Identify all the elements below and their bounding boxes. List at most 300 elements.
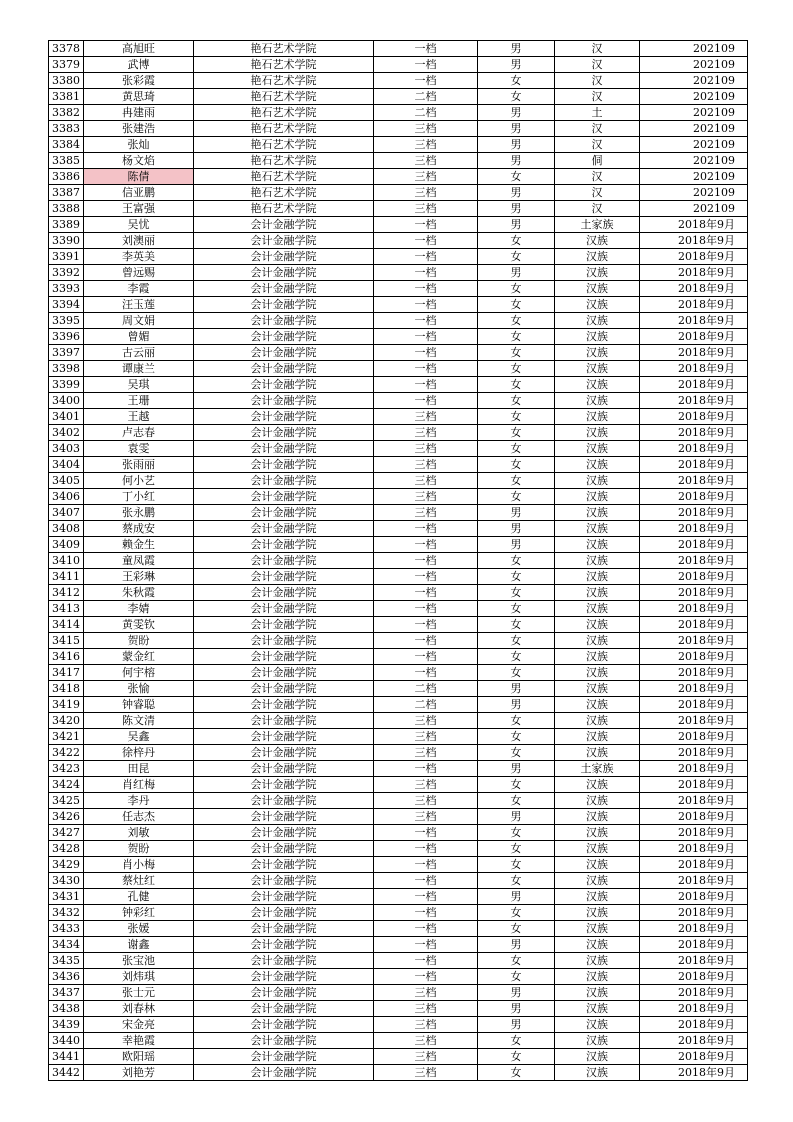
row-number-cell: 3438 — [49, 1001, 84, 1017]
table-row — [49, 425, 748, 441]
row-number-cell: 3415 — [49, 633, 84, 649]
gender-cell: 女 — [478, 569, 555, 585]
college-cell: 会计金融学院 — [194, 601, 374, 617]
student-name-cell: 李丹 — [84, 793, 194, 809]
ethnicity-cell: 汉族 — [555, 889, 640, 905]
row-number-cell: 3393 — [49, 281, 84, 297]
grade-level-cell: 一档 — [374, 585, 478, 601]
enrollment-date-cell: 2018年9月 — [640, 377, 748, 393]
student-name-cell: 徐梓丹 — [84, 745, 194, 761]
college-cell: 会计金融学院 — [194, 793, 374, 809]
enrollment-date-cell: 202109 — [640, 137, 748, 153]
ethnicity-cell: 汉族 — [555, 1001, 640, 1017]
student-name-cell: 冉建雨 — [84, 105, 194, 121]
enrollment-date-cell: 2018年9月 — [640, 249, 748, 265]
gender-cell: 女 — [478, 729, 555, 745]
ethnicity-cell: 土 — [555, 105, 640, 121]
table-row — [49, 1049, 748, 1065]
college-cell: 艳石艺术学院 — [194, 137, 374, 153]
grade-level-cell: 一档 — [374, 41, 478, 57]
ethnicity-cell: 汉族 — [555, 633, 640, 649]
student-name-cell: 王富强 — [84, 201, 194, 217]
table-row — [49, 601, 748, 617]
table-row — [49, 681, 748, 697]
student-name-cell: 蔡成安 — [84, 521, 194, 537]
gender-cell: 男 — [478, 761, 555, 777]
enrollment-date-cell: 202109 — [640, 73, 748, 89]
ethnicity-cell: 侗 — [555, 153, 640, 169]
enrollment-date-cell: 2018年9月 — [640, 1033, 748, 1049]
ethnicity-cell: 汉族 — [555, 793, 640, 809]
college-cell: 会计金融学院 — [194, 297, 374, 313]
student-name-cell: 卢志春 — [84, 425, 194, 441]
row-number-cell: 3391 — [49, 249, 84, 265]
gender-cell: 女 — [478, 601, 555, 617]
college-cell: 会计金融学院 — [194, 553, 374, 569]
gender-cell: 女 — [478, 745, 555, 761]
college-cell: 会计金融学院 — [194, 921, 374, 937]
ethnicity-cell: 汉族 — [555, 777, 640, 793]
ethnicity-cell: 汉族 — [555, 409, 640, 425]
row-number-cell: 3429 — [49, 857, 84, 873]
enrollment-date-cell: 202109 — [640, 41, 748, 57]
student-name-cell: 吴鑫 — [84, 729, 194, 745]
gender-cell: 女 — [478, 953, 555, 969]
table-row — [49, 809, 748, 825]
gender-cell: 女 — [478, 873, 555, 889]
grade-level-cell: 三档 — [374, 121, 478, 137]
table-row — [49, 713, 748, 729]
grade-level-cell: 一档 — [374, 393, 478, 409]
student-name-cell: 张宝池 — [84, 953, 194, 969]
ethnicity-cell: 汉族 — [555, 697, 640, 713]
gender-cell: 男 — [478, 985, 555, 1001]
college-cell: 会计金融学院 — [194, 1033, 374, 1049]
college-cell: 会计金融学院 — [194, 345, 374, 361]
enrollment-date-cell: 202109 — [640, 105, 748, 121]
table-row — [49, 169, 748, 185]
gender-cell: 女 — [478, 361, 555, 377]
enrollment-date-cell: 2018年9月 — [640, 1065, 748, 1081]
student-name-cell: 吴忧 — [84, 217, 194, 233]
table-row — [49, 665, 748, 681]
gender-cell: 女 — [478, 921, 555, 937]
table-row — [49, 1065, 748, 1081]
college-cell: 艳石艺术学院 — [194, 185, 374, 201]
grade-level-cell: 一档 — [374, 569, 478, 585]
enrollment-date-cell: 202109 — [640, 153, 748, 169]
college-cell: 会计金融学院 — [194, 1065, 374, 1081]
gender-cell: 男 — [478, 1017, 555, 1033]
table-row — [49, 57, 748, 73]
grade-level-cell: 二档 — [374, 681, 478, 697]
grade-level-cell: 三档 — [374, 505, 478, 521]
grade-level-cell: 一档 — [374, 825, 478, 841]
college-cell: 会计金融学院 — [194, 633, 374, 649]
ethnicity-cell: 汉族 — [555, 249, 640, 265]
student-name-cell: 吴琪 — [84, 377, 194, 393]
enrollment-date-cell: 2018年9月 — [640, 553, 748, 569]
enrollment-date-cell: 2018年9月 — [640, 889, 748, 905]
college-cell: 会计金融学院 — [194, 377, 374, 393]
table-row — [49, 233, 748, 249]
gender-cell: 男 — [478, 105, 555, 121]
gender-cell: 女 — [478, 777, 555, 793]
gender-cell: 女 — [478, 553, 555, 569]
student-name-cell: 张媛 — [84, 921, 194, 937]
college-cell: 艳石艺术学院 — [194, 57, 374, 73]
table-row — [49, 329, 748, 345]
ethnicity-cell: 汉 — [555, 137, 640, 153]
college-cell: 艳石艺术学院 — [194, 201, 374, 217]
gender-cell: 女 — [478, 457, 555, 473]
ethnicity-cell: 汉族 — [555, 617, 640, 633]
enrollment-date-cell: 2018年9月 — [640, 761, 748, 777]
student-name-cell: 陈文清 — [84, 713, 194, 729]
ethnicity-cell: 汉族 — [555, 937, 640, 953]
grade-level-cell: 三档 — [374, 777, 478, 793]
college-cell: 会计金融学院 — [194, 537, 374, 553]
gender-cell: 男 — [478, 217, 555, 233]
enrollment-date-cell: 2018年9月 — [640, 505, 748, 521]
row-number-cell: 3379 — [49, 57, 84, 73]
enrollment-date-cell: 2018年9月 — [640, 985, 748, 1001]
student-name-cell: 贺盼 — [84, 841, 194, 857]
table-row — [49, 281, 748, 297]
enrollment-date-cell: 2018年9月 — [640, 1049, 748, 1065]
row-number-cell: 3406 — [49, 489, 84, 505]
enrollment-date-cell: 2018年9月 — [640, 217, 748, 233]
grade-level-cell: 三档 — [374, 489, 478, 505]
ethnicity-cell: 土家族 — [555, 217, 640, 233]
enrollment-date-cell: 2018年9月 — [640, 793, 748, 809]
college-cell: 会计金融学院 — [194, 761, 374, 777]
row-number-cell: 3437 — [49, 985, 84, 1001]
student-name-cell: 童凤霞 — [84, 553, 194, 569]
grade-level-cell: 三档 — [374, 1049, 478, 1065]
gender-cell: 男 — [478, 697, 555, 713]
college-cell: 会计金融学院 — [194, 441, 374, 457]
student-name-cell: 古云丽 — [84, 345, 194, 361]
grade-level-cell: 三档 — [374, 153, 478, 169]
student-name-cell: 谢鑫 — [84, 937, 194, 953]
gender-cell: 男 — [478, 137, 555, 153]
enrollment-date-cell: 2018年9月 — [640, 345, 748, 361]
ethnicity-cell: 汉 — [555, 185, 640, 201]
college-cell: 艳石艺术学院 — [194, 169, 374, 185]
college-cell: 艳石艺术学院 — [194, 89, 374, 105]
ethnicity-cell: 汉族 — [555, 393, 640, 409]
enrollment-date-cell: 2018年9月 — [640, 601, 748, 617]
enrollment-date-cell: 2018年9月 — [640, 633, 748, 649]
student-name-cell: 陈倩 — [84, 169, 194, 185]
college-cell: 会计金融学院 — [194, 265, 374, 281]
grade-level-cell: 三档 — [374, 1017, 478, 1033]
grade-level-cell: 一档 — [374, 521, 478, 537]
ethnicity-cell: 汉族 — [555, 809, 640, 825]
grade-level-cell: 一档 — [374, 969, 478, 985]
row-number-cell: 3399 — [49, 377, 84, 393]
enrollment-date-cell: 2018年9月 — [640, 393, 748, 409]
grade-level-cell: 三档 — [374, 169, 478, 185]
college-cell: 艳石艺术学院 — [194, 105, 374, 121]
college-cell: 会计金融学院 — [194, 985, 374, 1001]
grade-level-cell: 一档 — [374, 233, 478, 249]
row-number-cell: 3434 — [49, 937, 84, 953]
table-row — [49, 1033, 748, 1049]
grade-level-cell: 一档 — [374, 857, 478, 873]
college-cell: 会计金融学院 — [194, 905, 374, 921]
grade-level-cell: 一档 — [374, 921, 478, 937]
student-name-cell: 张彩霞 — [84, 73, 194, 89]
row-number-cell: 3382 — [49, 105, 84, 121]
college-cell: 会计金融学院 — [194, 361, 374, 377]
college-cell: 会计金融学院 — [194, 233, 374, 249]
college-cell: 会计金融学院 — [194, 953, 374, 969]
gender-cell: 女 — [478, 489, 555, 505]
table-row — [49, 105, 748, 121]
table-row — [49, 905, 748, 921]
student-name-cell: 钟睿聪 — [84, 697, 194, 713]
table-row — [49, 857, 748, 873]
student-name-cell: 杨文焰 — [84, 153, 194, 169]
college-cell: 会计金融学院 — [194, 249, 374, 265]
gender-cell: 女 — [478, 841, 555, 857]
row-number-cell: 3423 — [49, 761, 84, 777]
row-number-cell: 3392 — [49, 265, 84, 281]
enrollment-date-cell: 2018年9月 — [640, 697, 748, 713]
college-cell: 会计金融学院 — [194, 889, 374, 905]
enrollment-date-cell: 202109 — [640, 57, 748, 73]
grade-level-cell: 三档 — [374, 809, 478, 825]
ethnicity-cell: 汉族 — [555, 681, 640, 697]
row-number-cell: 3409 — [49, 537, 84, 553]
row-number-cell: 3432 — [49, 905, 84, 921]
student-name-cell: 黄思琦 — [84, 89, 194, 105]
ethnicity-cell: 汉 — [555, 89, 640, 105]
student-name-cell: 王越 — [84, 409, 194, 425]
gender-cell: 女 — [478, 313, 555, 329]
ethnicity-cell: 汉族 — [555, 329, 640, 345]
enrollment-date-cell: 2018年9月 — [640, 425, 748, 441]
table-row — [49, 121, 748, 137]
table-row — [49, 553, 748, 569]
student-list-table — [48, 40, 748, 1081]
student-name-cell: 王彩琳 — [84, 569, 194, 585]
ethnicity-cell: 汉族 — [555, 857, 640, 873]
enrollment-date-cell: 2018年9月 — [640, 1001, 748, 1017]
ethnicity-cell: 汉族 — [555, 969, 640, 985]
ethnicity-cell: 汉族 — [555, 489, 640, 505]
college-cell: 会计金融学院 — [194, 489, 374, 505]
gender-cell: 男 — [478, 185, 555, 201]
enrollment-date-cell: 2018年9月 — [640, 617, 748, 633]
college-cell: 会计金融学院 — [194, 457, 374, 473]
grade-level-cell: 一档 — [374, 761, 478, 777]
student-name-cell: 宋金亮 — [84, 1017, 194, 1033]
grade-level-cell: 一档 — [374, 57, 478, 73]
college-cell: 会计金融学院 — [194, 393, 374, 409]
gender-cell: 男 — [478, 537, 555, 553]
ethnicity-cell: 汉族 — [555, 345, 640, 361]
college-cell: 会计金融学院 — [194, 969, 374, 985]
table-row — [49, 953, 748, 969]
gender-cell: 男 — [478, 521, 555, 537]
grade-level-cell: 一档 — [374, 537, 478, 553]
gender-cell: 女 — [478, 649, 555, 665]
grade-level-cell: 三档 — [374, 185, 478, 201]
gender-cell: 女 — [478, 969, 555, 985]
student-name-cell: 曾媚 — [84, 329, 194, 345]
student-name-cell: 肖红梅 — [84, 777, 194, 793]
enrollment-date-cell: 202109 — [640, 169, 748, 185]
row-number-cell: 3413 — [49, 601, 84, 617]
college-cell: 会计金融学院 — [194, 713, 374, 729]
college-cell: 会计金融学院 — [194, 729, 374, 745]
grade-level-cell: 一档 — [374, 217, 478, 233]
gender-cell: 男 — [478, 681, 555, 697]
table-row — [49, 201, 748, 217]
ethnicity-cell: 汉族 — [555, 601, 640, 617]
ethnicity-cell: 汉族 — [555, 905, 640, 921]
row-number-cell: 3441 — [49, 1049, 84, 1065]
ethnicity-cell: 汉族 — [555, 825, 640, 841]
table-row — [49, 937, 748, 953]
row-number-cell: 3378 — [49, 41, 84, 57]
college-cell: 会计金融学院 — [194, 569, 374, 585]
ethnicity-cell: 汉族 — [555, 921, 640, 937]
table-row — [49, 985, 748, 1001]
gender-cell: 男 — [478, 57, 555, 73]
row-number-cell: 3387 — [49, 185, 84, 201]
ethnicity-cell: 汉族 — [555, 953, 640, 969]
row-number-cell: 3383 — [49, 121, 84, 137]
table-row — [49, 729, 748, 745]
table-row — [49, 73, 748, 89]
gender-cell: 女 — [478, 233, 555, 249]
table-row — [49, 409, 748, 425]
ethnicity-cell: 汉族 — [555, 985, 640, 1001]
row-number-cell: 3388 — [49, 201, 84, 217]
row-number-cell: 3405 — [49, 473, 84, 489]
table-row — [49, 297, 748, 313]
table-row — [49, 89, 748, 105]
ethnicity-cell: 汉族 — [555, 537, 640, 553]
college-cell: 会计金融学院 — [194, 313, 374, 329]
ethnicity-cell: 汉 — [555, 201, 640, 217]
gender-cell: 女 — [478, 425, 555, 441]
row-number-cell: 3422 — [49, 745, 84, 761]
enrollment-date-cell: 2018年9月 — [640, 297, 748, 313]
row-number-cell: 3394 — [49, 297, 84, 313]
row-number-cell: 3412 — [49, 585, 84, 601]
table-row — [49, 489, 748, 505]
ethnicity-cell: 汉族 — [555, 457, 640, 473]
student-name-cell: 何宇榕 — [84, 665, 194, 681]
table-row — [49, 185, 748, 201]
student-name-cell: 刘春林 — [84, 1001, 194, 1017]
grade-level-cell: 一档 — [374, 889, 478, 905]
row-number-cell: 3389 — [49, 217, 84, 233]
row-number-cell: 3436 — [49, 969, 84, 985]
gender-cell: 男 — [478, 505, 555, 521]
grade-level-cell: 一档 — [374, 265, 478, 281]
enrollment-date-cell: 2018年9月 — [640, 809, 748, 825]
table-row — [49, 457, 748, 473]
gender-cell: 女 — [478, 825, 555, 841]
grade-level-cell: 一档 — [374, 633, 478, 649]
ethnicity-cell: 汉族 — [555, 553, 640, 569]
enrollment-date-cell: 2018年9月 — [640, 409, 748, 425]
enrollment-date-cell: 2018年9月 — [640, 457, 748, 473]
grade-level-cell: 一档 — [374, 377, 478, 393]
student-name-cell: 孔健 — [84, 889, 194, 905]
gender-cell: 女 — [478, 1065, 555, 1081]
ethnicity-cell: 汉族 — [555, 1033, 640, 1049]
college-cell: 艳石艺术学院 — [194, 41, 374, 57]
ethnicity-cell: 汉 — [555, 121, 640, 137]
ethnicity-cell: 汉族 — [555, 649, 640, 665]
grade-level-cell: 三档 — [374, 729, 478, 745]
table-row — [49, 841, 748, 857]
college-cell: 会计金融学院 — [194, 329, 374, 345]
gender-cell: 女 — [478, 329, 555, 345]
gender-cell: 女 — [478, 1033, 555, 1049]
table-row — [49, 361, 748, 377]
row-number-cell: 3428 — [49, 841, 84, 857]
student-name-cell: 李英美 — [84, 249, 194, 265]
enrollment-date-cell: 2018年9月 — [640, 969, 748, 985]
gender-cell: 女 — [478, 89, 555, 105]
student-name-cell: 李婧 — [84, 601, 194, 617]
student-name-cell: 谭康兰 — [84, 361, 194, 377]
grade-level-cell: 三档 — [374, 409, 478, 425]
grade-level-cell: 三档 — [374, 985, 478, 1001]
grade-level-cell: 一档 — [374, 553, 478, 569]
gender-cell: 女 — [478, 393, 555, 409]
ethnicity-cell: 汉 — [555, 169, 640, 185]
enrollment-date-cell: 2018年9月 — [640, 825, 748, 841]
enrollment-date-cell: 2018年9月 — [640, 937, 748, 953]
table-row — [49, 569, 748, 585]
enrollment-date-cell: 2018年9月 — [640, 665, 748, 681]
college-cell: 会计金融学院 — [194, 745, 374, 761]
grade-level-cell: 一档 — [374, 345, 478, 361]
grade-level-cell: 三档 — [374, 425, 478, 441]
student-name-cell: 刘敏 — [84, 825, 194, 841]
student-name-cell: 丁小红 — [84, 489, 194, 505]
row-number-cell: 3414 — [49, 617, 84, 633]
ethnicity-cell: 汉族 — [555, 313, 640, 329]
ethnicity-cell: 汉族 — [555, 873, 640, 889]
table-row — [49, 217, 748, 233]
grade-level-cell: 一档 — [374, 313, 478, 329]
row-number-cell: 3420 — [49, 713, 84, 729]
student-name-cell: 刘澳丽 — [84, 233, 194, 249]
ethnicity-cell: 汉族 — [555, 281, 640, 297]
student-name-cell: 任志杰 — [84, 809, 194, 825]
gender-cell: 女 — [478, 585, 555, 601]
row-number-cell: 3396 — [49, 329, 84, 345]
college-cell: 艳石艺术学院 — [194, 121, 374, 137]
ethnicity-cell: 汉族 — [555, 665, 640, 681]
student-name-cell: 蒙金红 — [84, 649, 194, 665]
table-row — [49, 473, 748, 489]
enrollment-date-cell: 2018年9月 — [640, 537, 748, 553]
student-name-cell: 肖小梅 — [84, 857, 194, 873]
ethnicity-cell: 汉族 — [555, 729, 640, 745]
gender-cell: 女 — [478, 665, 555, 681]
